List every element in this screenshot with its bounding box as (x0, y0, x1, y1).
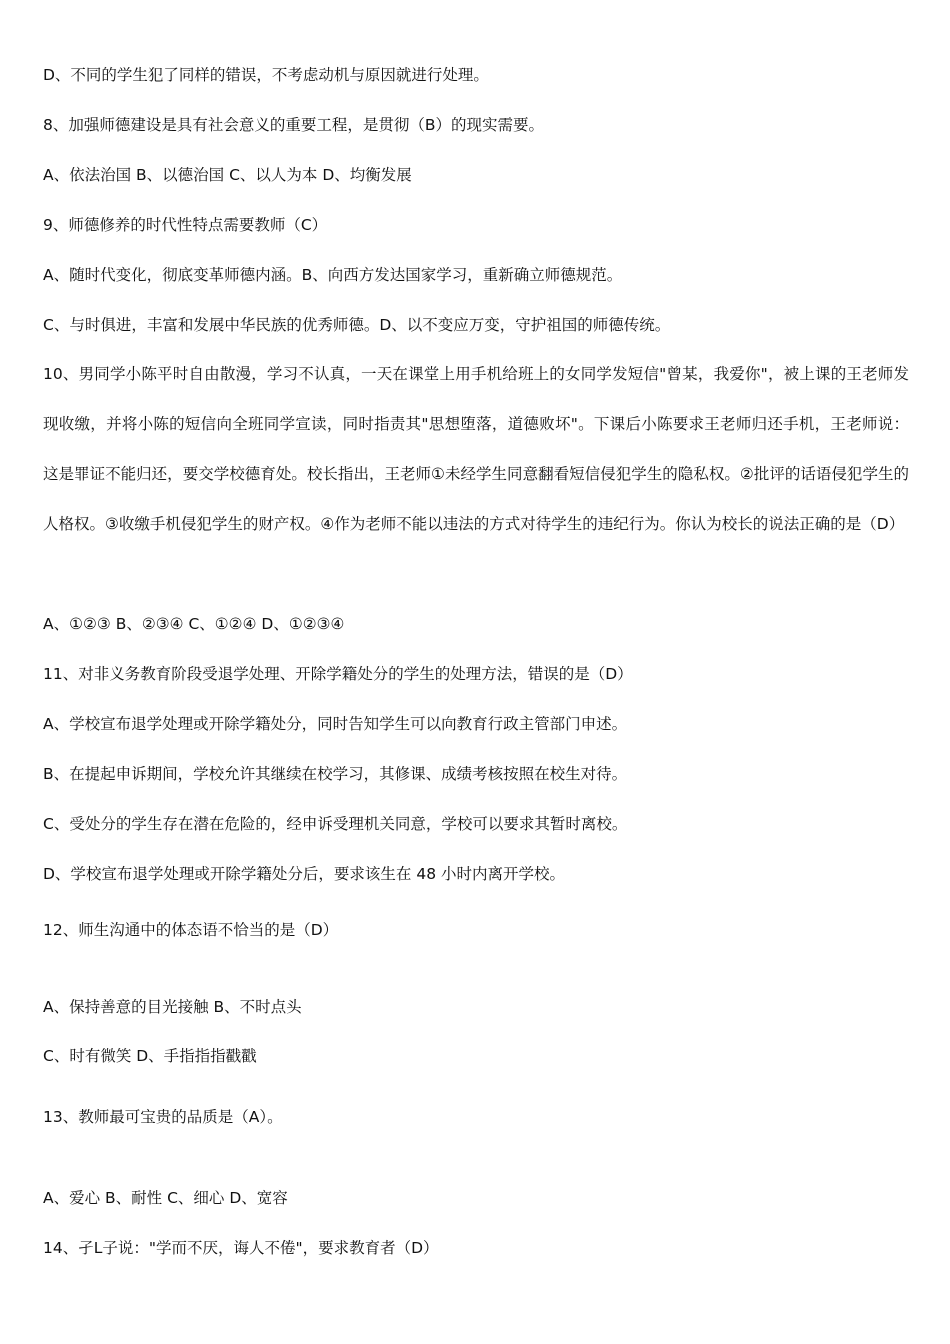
options-9-cd: C、与时俱进，丰富和发展中华民族的优秀师德。D、以不变应万变，守护祖国的师德传统。 (43, 316, 671, 334)
options-10: A、①②③ B、②③④ C、①②④ D、①②③④ (43, 615, 345, 633)
option-line: D、不同的学生犯了同样的错误，不考虑动机与原因就进行处理。 (43, 66, 489, 84)
question-9: 9、师德修养的时代性特点需要教师（C） (43, 216, 328, 234)
option-11-a: A、学校宣布退学处理或开除学籍处分，同时告知学生可以向教育行政主管部门申述。 (43, 715, 628, 733)
options-9-ab: A、随时代变化，彻底变革师德内涵。B、向西方发达国家学习，重新确立师德规范。 (43, 266, 623, 284)
option-11-b: B、在提起申诉期间，学校允许其继续在校学习，其修课、成绩考核按照在校生对待。 (43, 765, 628, 783)
option-11-c: C、受处分的学生存在潜在危险的，经申诉受理机关同意，学校可以要求其暂时离校。 (43, 815, 628, 833)
options-12-cd: C、时有微笑 D、手指指指戳戳 (43, 1047, 257, 1065)
question-11: 11、对非义务教育阶段受退学处理、开除学籍处分的学生的处理方法，错误的是（D） (43, 665, 633, 683)
question-13: 13、教师最可宝贵的品质是（A）。 (43, 1108, 283, 1126)
options-13: A、爱心 B、耐性 C、细心 D、宽容 (43, 1189, 288, 1207)
options-8: A、依法治国 B、以德治国 C、以人为本 D、均衡发展 (43, 166, 412, 184)
question-12: 12、师生沟通中的体态语不恰当的是（D） (43, 921, 339, 939)
question-8: 8、加强师德建设是具有社会意义的重要工程，是贯彻（B）的现实需要。 (43, 116, 544, 134)
options-12-ab: A、保持善意的目光接触 B、不时点头 (43, 998, 302, 1016)
option-11-d: D、学校宣布退学处理或开除学籍处分后，要求该生在 48 小时内离开学校。 (43, 865, 566, 883)
question-10: 10、男同学小陈平时自由散漫，学习不认真，一天在课堂上用手机给班上的女同学发短信"曾某，我爱你"，被上课的王老师发现收缴，并将小陈的短信向全班同学宣读，同时指责其"思想堕落，道德败坏"。下课后小陈要求王老师归还手机，王老师说：这是罪证不能归还，要交学校德育处。校长指出，王老师①未经学生同意翻看短信侵犯学生的隐私权。②批评的话语侵犯学生的人格权。③收缴手机侵犯学生的财产权。④作为老师不能以违法的方式对待学生的违纪行为。你认为校长的说法正确的是（D） (43, 365, 909, 533)
question-14: 14、孑L子说："学而不厌，诲人不倦"，要求教育者（D） (43, 1239, 439, 1257)
